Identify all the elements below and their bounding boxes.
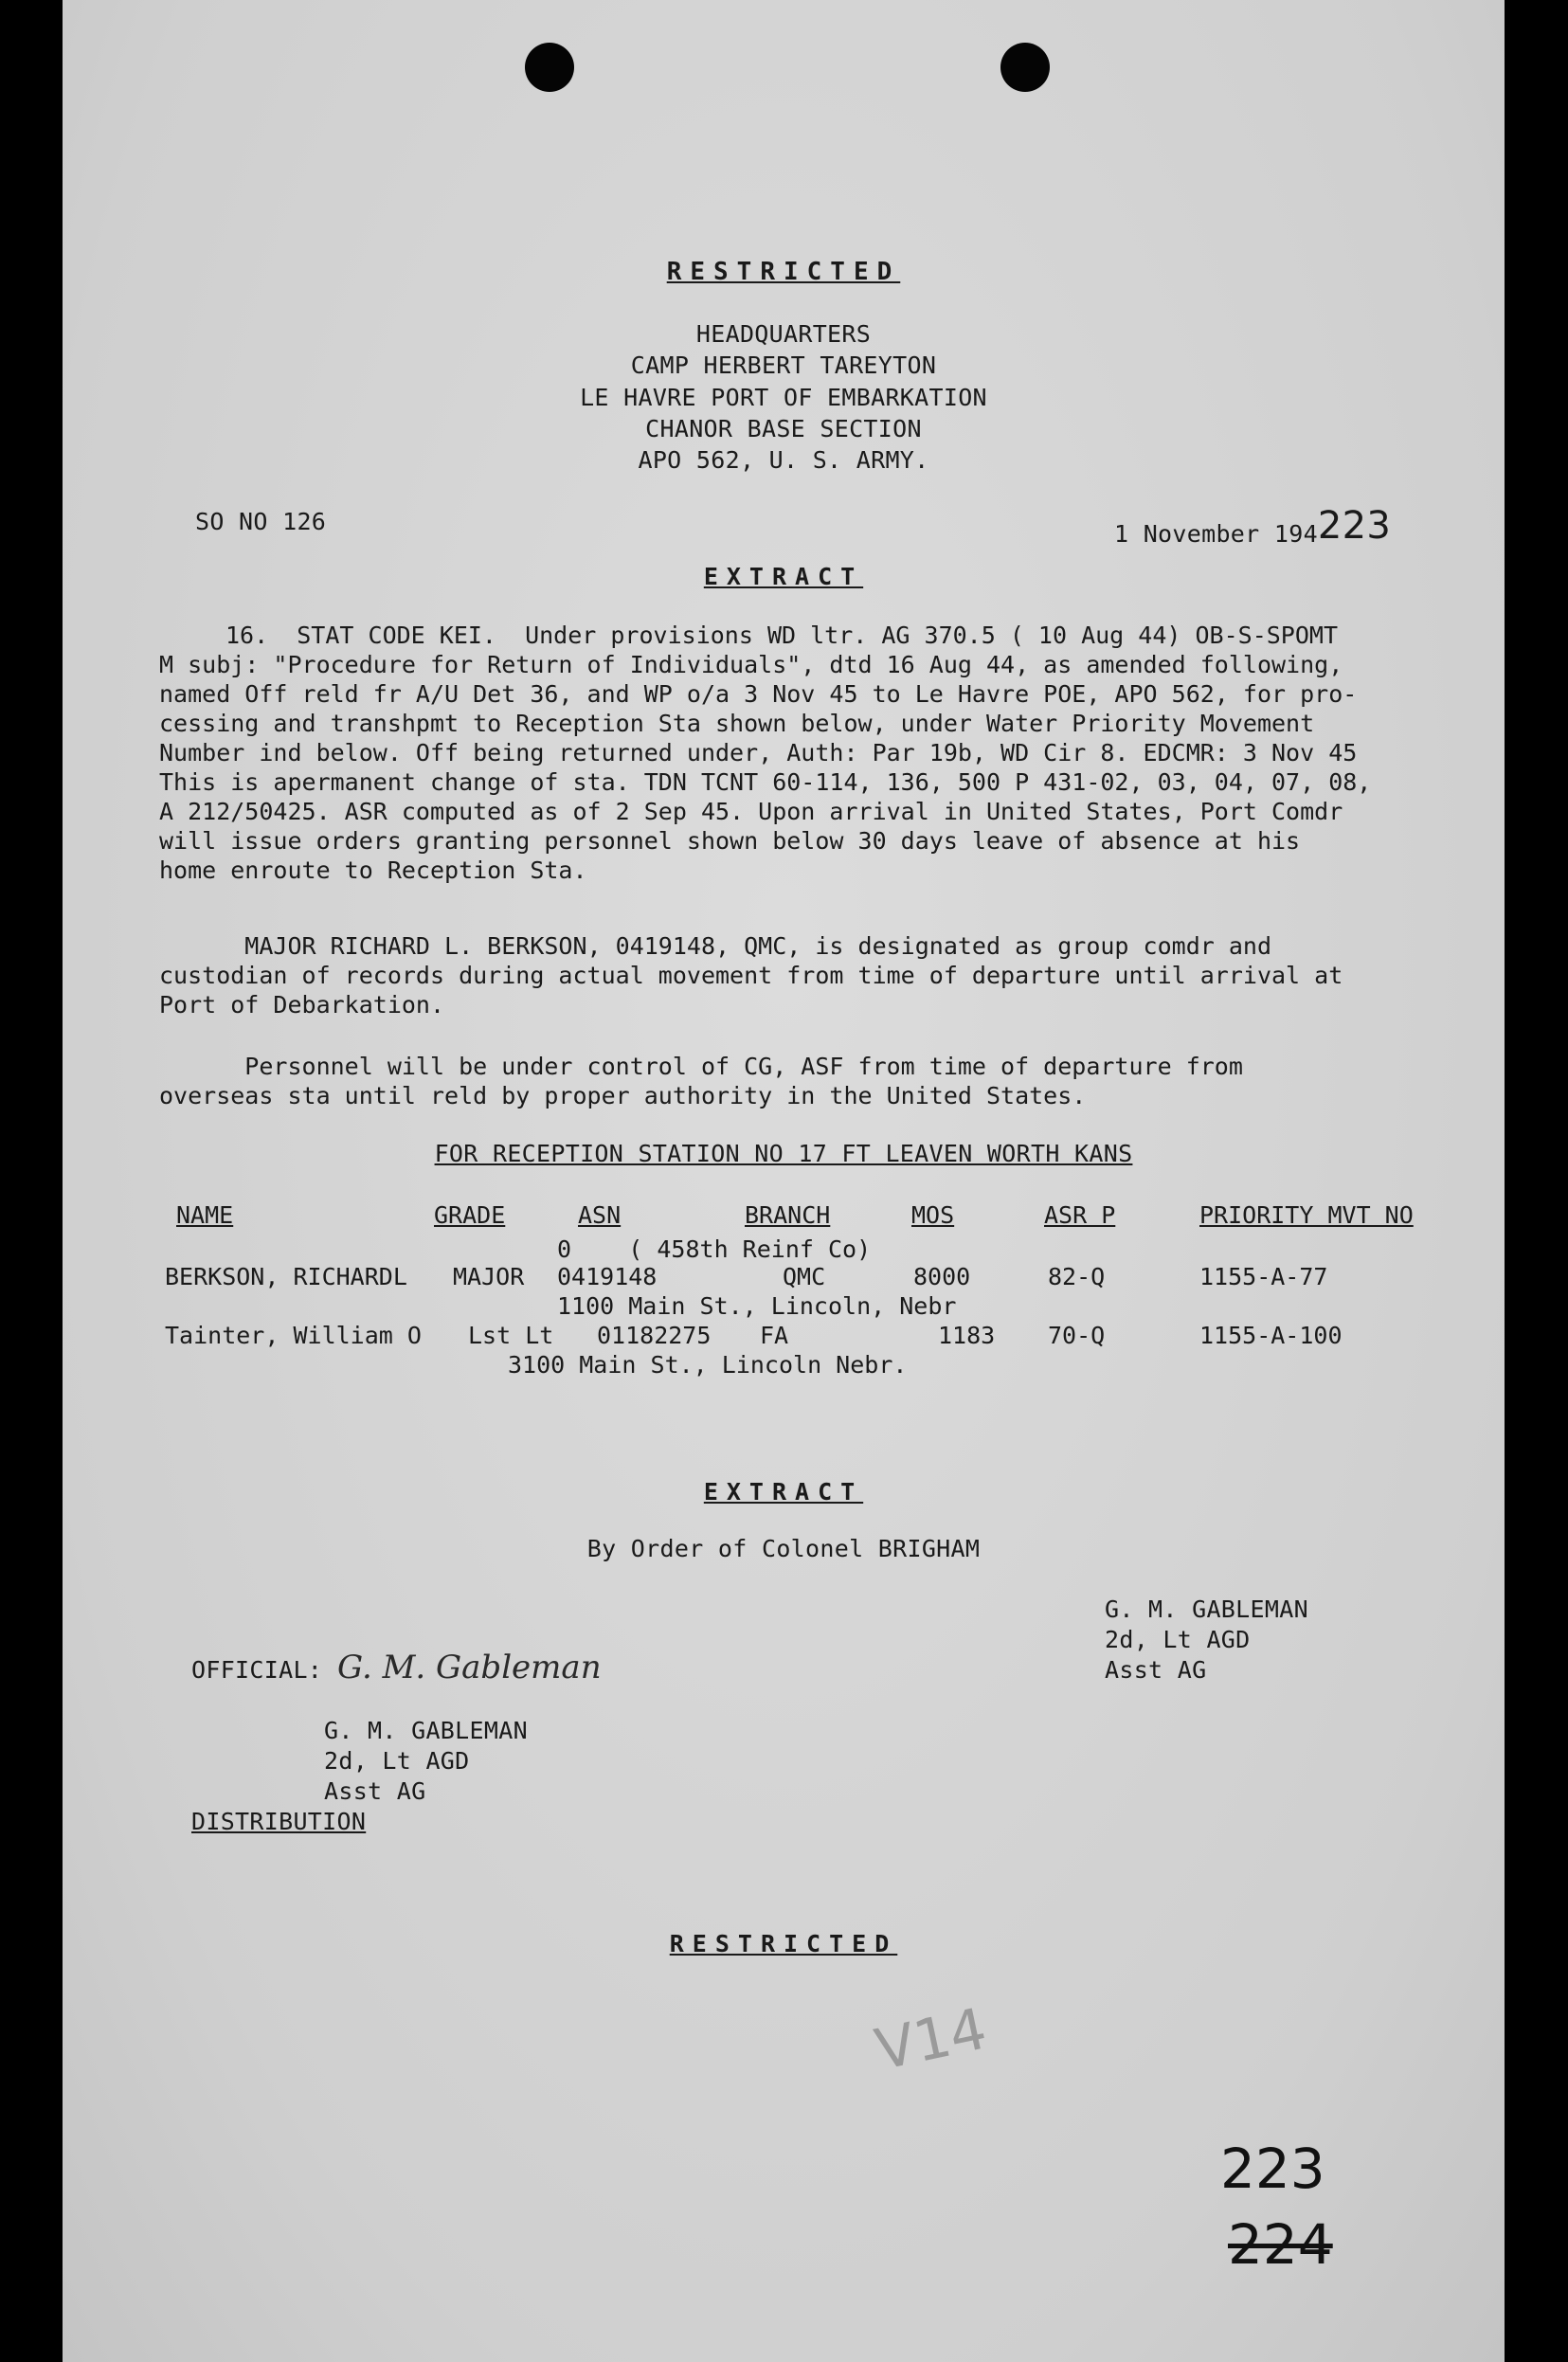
row2-priority: 1155-A-100 [1199, 1322, 1343, 1349]
classification-bottom: RESTRICTED [669, 1930, 898, 1957]
paragraph-group-commander [159, 931, 1505, 1019]
col-header-asr: ASR P [1044, 1201, 1116, 1229]
col-header-priority: PRIORITY MVT NO [1199, 1201, 1414, 1229]
official-name: G. M. GABLEMAN [324, 1717, 528, 1744]
official-rank: 2d, Lt AGD [324, 1747, 470, 1775]
row2-branch: FA [760, 1322, 789, 1349]
paragraph-line: Personnel will be under control of CG, ASF from time of departure from [159, 1053, 1243, 1080]
row1-branch: QMC [783, 1263, 826, 1290]
by-order-line: By Order of Colonel BRIGHAM [586, 1535, 981, 1562]
row1-priority: 1155-A-77 [1199, 1263, 1328, 1290]
signature-block-right-title: Asst AG [1105, 1656, 1207, 1684]
paragraph-line: custodian of records during actual movement from time of departure until arrival at [159, 962, 1343, 989]
page-number: 223 [1220, 2137, 1325, 2201]
distribution-label: DISTRIBUTION [191, 1808, 367, 1835]
paragraph-16-line: A 212/50425. ASR computed as of 2 Sep 45. Upon arrival in United States, Port Comdr [159, 798, 1343, 825]
row1-grade: MAJOR [453, 1263, 525, 1290]
official-label: OFFICIAL: [191, 1656, 323, 1684]
paragraph-16-line: 16. STAT CODE KEI. Under provisions WD ltr. AG 370.5 ( 10 Aug 44) OB-S-SPOMT [225, 622, 1338, 649]
header-line-5: APO 562, U. S. ARMY. [638, 446, 929, 474]
punch-hole-left [525, 43, 574, 92]
paragraph-16-line: This is apermanent change of sta. TDN TCNT 60-114, 136, 500 P 431-02, 03, 04, 07, 08, [159, 768, 1372, 796]
paragraph-16-line: will issue orders granting personnel shown below 30 days leave of absence at his [159, 827, 1301, 855]
punch-hole-right [1000, 43, 1050, 92]
row1-prefix: 0 ( 458th Reinf Co) [557, 1235, 872, 1263]
paragraph-16-line: M subj: "Procedure for Return of Individuals", dtd 16 Aug 44, as amended following, [159, 651, 1343, 678]
paragraph-line: overseas sta until reld by proper authority in the United States. [159, 1082, 1087, 1109]
header-line-1: HEADQUARTERS [695, 320, 872, 348]
row2-asr: 70-Q [1048, 1322, 1106, 1349]
row2-address: 3100 Main St., Lincoln Nebr. [508, 1351, 908, 1379]
paragraph-16-line: Number ind below. Off being returned under, Auth: Par 19b, WD Cir 8. EDCMR: 3 Nov 45 [159, 739, 1358, 766]
extract-title: EXTRACT [703, 563, 864, 590]
row2-name: Tainter, William O [165, 1322, 422, 1349]
classification-top: RESTRICTED [666, 258, 901, 286]
page-number-struck: 224 [1228, 2212, 1333, 2277]
row1-mos: 8000 [913, 1263, 971, 1290]
header-line-4: CHANOR BASE SECTION [645, 415, 922, 442]
official-title: Asst AG [324, 1777, 426, 1805]
paragraph-16-line: home enroute to Reception Sta. [159, 856, 587, 884]
col-header-branch: BRANCH [745, 1201, 831, 1229]
paragraph-16 [159, 621, 1505, 885]
order-date: 1 November 194223 [1114, 504, 1392, 548]
paragraph-line: MAJOR RICHARD L. BERKSON, 0419148, QMC, is designated as group comdr and [159, 932, 1271, 960]
row1-address: 1100 Main St., Lincoln, Nebr [557, 1292, 957, 1320]
document-page [63, 0, 1505, 2362]
row1-asr: 82-Q [1048, 1263, 1106, 1290]
row1-name: BERKSON, RICHARDL [165, 1263, 407, 1290]
pencil-note: V14 [870, 1995, 993, 2084]
extract-title-2: EXTRACT [703, 1478, 864, 1506]
header-line-2: CAMP HERBERT TAREYTON [630, 352, 937, 379]
paragraph-line: Port of Debarkation. [159, 991, 445, 1019]
order-number: SO NO 126 [195, 508, 327, 535]
col-header-mos: MOS [911, 1201, 955, 1229]
reception-station-heading: FOR RECEPTION STATION NO 17 FT LEAVEN WORTH KANS [434, 1140, 1133, 1167]
header-line-3: LE HAVRE PORT OF EMBARKATION [580, 384, 987, 411]
official-signature: G. M. Gableman [337, 1649, 602, 1686]
row1-asn: 0419148 [557, 1263, 658, 1290]
col-header-name: NAME [176, 1201, 234, 1229]
date-handwritten-overwrite: 223 [1317, 504, 1392, 548]
paragraph-16-line: named Off reld fr A/U Det 36, and WP o/a 3 Nov 45 to Le Havre POE, APO 562, for pro- [159, 680, 1358, 708]
signature-block-right-name: G. M. GABLEMAN [1105, 1596, 1308, 1623]
signature-block-right-rank: 2d, Lt AGD [1105, 1626, 1251, 1653]
col-header-grade: GRADE [434, 1201, 506, 1229]
col-header-asn: ASN [578, 1201, 622, 1229]
paragraph-control [159, 1052, 1505, 1110]
row2-asn: 01182275 [597, 1322, 712, 1349]
paragraph-16-line: cessing and transhpmt to Reception Sta shown below, under Water Priority Movement [159, 710, 1315, 737]
row2-mos: 1183 [938, 1322, 996, 1349]
row2-grade: Lst Lt [468, 1322, 554, 1349]
